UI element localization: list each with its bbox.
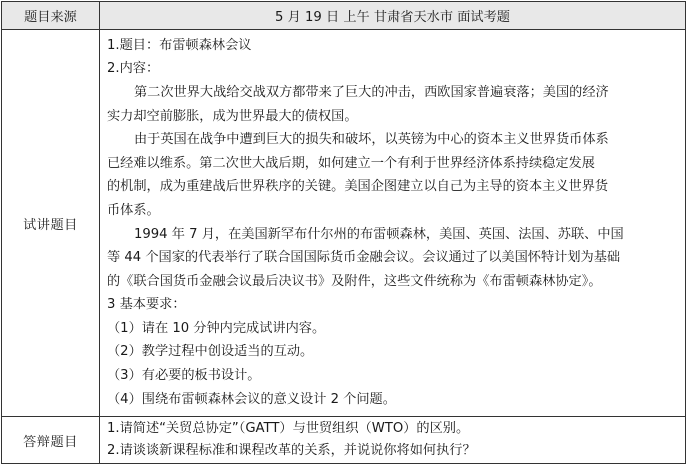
para2-line2: 已经难以维系。第二次世大战后期，如何建立一个有利于世界经济体系持续稳定发展: [107, 155, 595, 171]
lecture-content: [100, 32, 685, 415]
defense-label: 答辩题目: [2, 417, 100, 464]
para3-line3: 的《联合国货币金融会议最后决议书》及附件，这些文件统称为《布雷顿森林协定》。: [107, 273, 602, 289]
para2-line1: 由于英国在战争中遭到巨大的损失和破坏，以英镑为中心的资本主义世界货币体系: [134, 132, 609, 148]
lecture-row: [2, 30, 686, 417]
requirement-1: （1）请在 10 分钟内完成试讲内容。: [107, 320, 326, 336]
source-header-label: 题目来源: [2, 2, 100, 30]
defense-content: [100, 418, 685, 463]
defense-row: [2, 417, 686, 464]
requirement-2: （2）教学过程中创设适当的互动。: [107, 344, 314, 360]
defense-question-1: 1.请简述“关贸总协定”（GATT）与世贸组织（WTO）的区别。: [107, 420, 470, 436]
defense-question-2: 2.请谈谈新课程标准和课程改革的关系，并说说你将如何执行？: [107, 443, 476, 458]
para3-line1: 1994 年 7 月，在美国新罕布什尔州的布雷顿森林，美国、英国、法国、苏联、中国: [134, 226, 624, 242]
lecture-label: 试讲题目: [2, 30, 100, 417]
para3-line2: 等 44 个国家的代表举行了联合国国际货币金融会议。会议通过了以美国怀特计划为基础: [107, 250, 621, 266]
defense-cell: [100, 417, 686, 464]
exam-table: [1, 1, 686, 464]
para2-line4: 币体系。: [107, 202, 160, 218]
exam-date-location: 5 月 19 日 上午 甘肃省天水市 面试考题: [100, 2, 686, 30]
requirement-4: （4）围绕布雷顿森林会议的意义设计 2 个问题。: [107, 391, 396, 407]
lecture-title: 1.题目：布雷顿森林会议: [107, 37, 252, 53]
para1-line2: 实力却空前膨胀，成为世界最大的债权国。: [107, 108, 358, 124]
header-row: [2, 2, 686, 30]
lecture-cell: [100, 30, 686, 417]
requirement-3: （3）有必要的板书设计。: [107, 368, 261, 384]
requirements-heading: 3 基本要求：: [107, 297, 186, 313]
content-heading: 2.内容：: [107, 61, 160, 77]
para1-line1: 第二次世界大战给交战双方都带来了巨大的冲击，西欧国家普遍衰落；美国的经济: [134, 84, 609, 100]
para2-line3: 的机制，成为重建战后世界秩序的关键。美国企图建立以自己为主导的资本主义世界货: [107, 179, 609, 195]
